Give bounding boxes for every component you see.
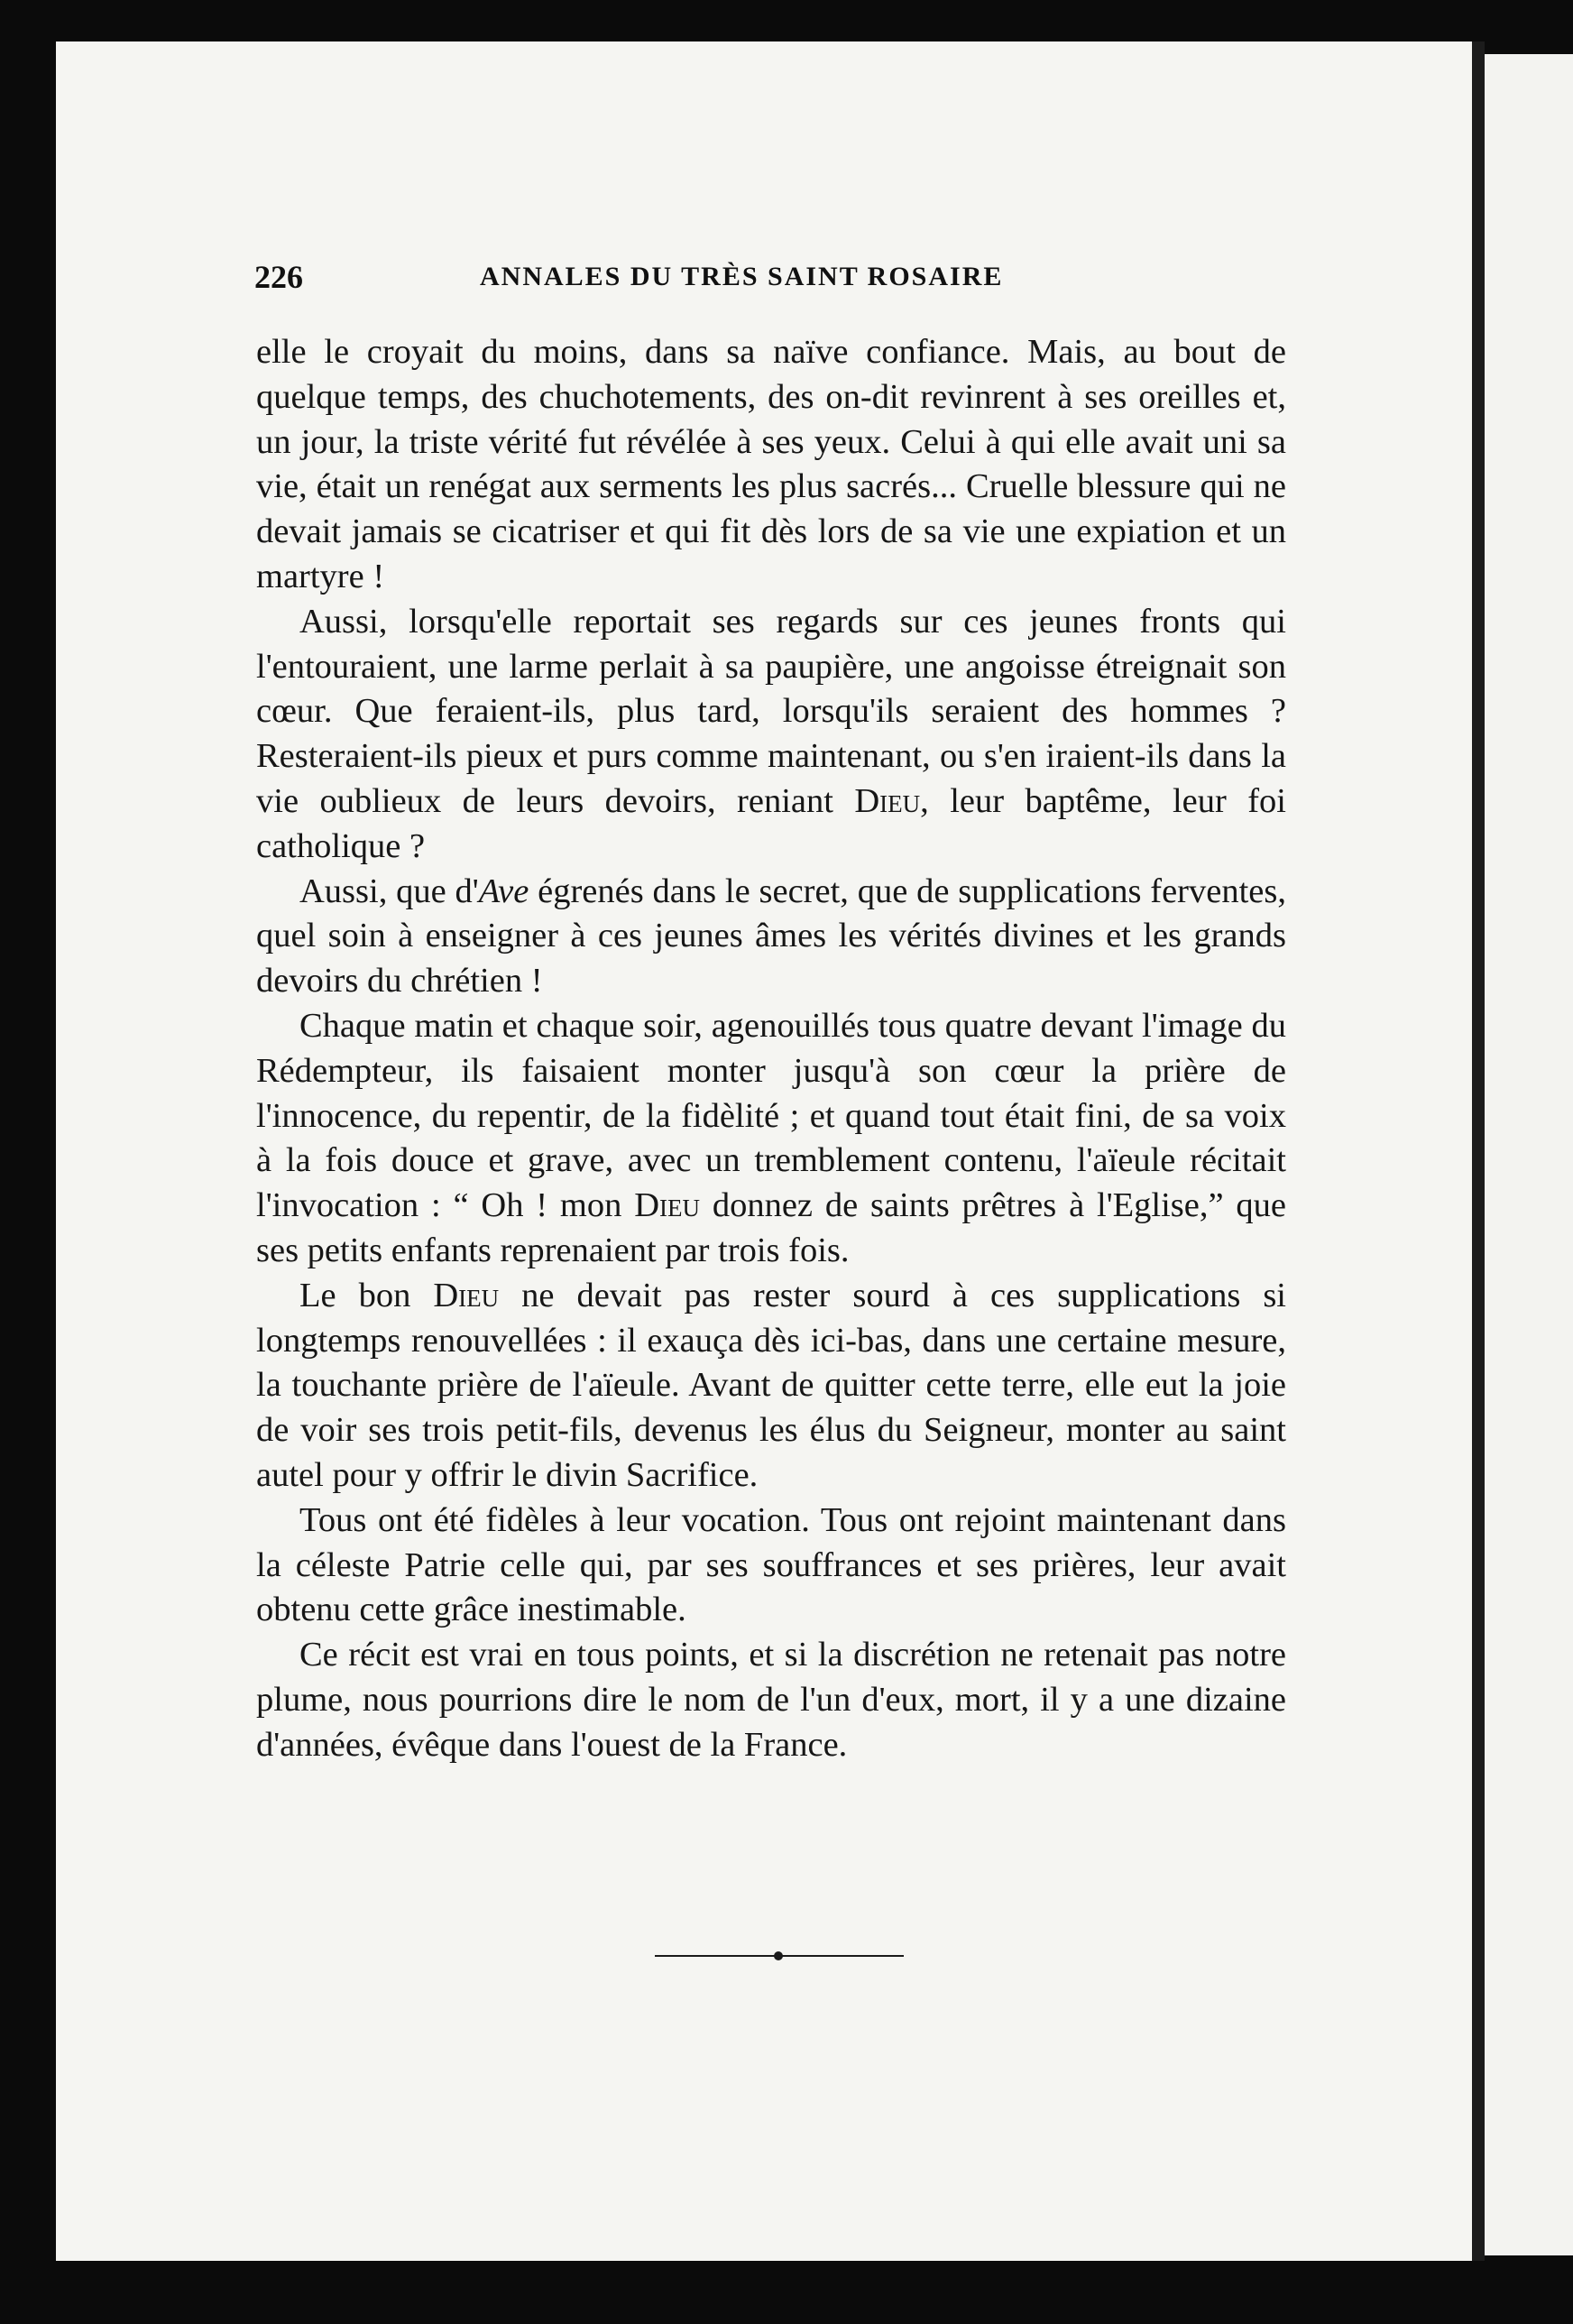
dieu-small-caps: Dieu xyxy=(854,781,921,820)
dieu-small-caps: Dieu xyxy=(433,1276,500,1314)
paragraph-4-text-a: Chaque matin et chaque soir, agenouillés tous quatre devant l'image du Rédempteur, ils faisaient monter jusqu'à son cœur la prière de l'innocence, du repentir, de la fidèlité ; et quand tout était fini, de sa voix à la fois douce et grave, avec un tremblement contenu, l'aïeule récitait l'invocation : “ Oh ! mon xyxy=(256,1006,1286,1225)
paragraph-1 xyxy=(256,330,1286,600)
adjacent-page-edge xyxy=(1485,54,1573,2255)
paragraph-1-text: elle le croyait du moins, dans sa naïve confiance. Mais, au bout de quelque temps, des chuchotements, des on-dit revinrent à ses oreilles et, un jour, la triste vérité fut révélée à ses yeux. Celui à qui elle avait uni sa vie, était un renégat aux serments les plus sacrés... Cruelle blessure qui ne devait jamais se cicatriser et qui fit dès lors de sa vie une expiation et un martyre ! xyxy=(256,333,1286,595)
ave-italic: Ave xyxy=(478,872,529,910)
page-number: 226 xyxy=(254,259,303,295)
paragraph-5-text-a: Le bon xyxy=(299,1276,434,1314)
paragraph-5 xyxy=(256,1274,1286,1499)
paragraph-2-text-b: , leur baptême, leur foi catholique ? xyxy=(256,781,1286,865)
paragraph-3-text-b: égrenés dans le secret, que de supplications ferventes, quel soin à enseigner à ces jeunes âmes les vérités divines et les grands devoirs du chrétien ! xyxy=(256,872,1286,1001)
running-title: ANNALES DU TRÈS SAINT ROSAIRE xyxy=(480,262,1004,291)
ornament-dot xyxy=(774,1951,783,1960)
end-ornament xyxy=(655,1951,904,1960)
paragraph-5-text-b: ne devait pas rester sourd à ces supplications si longtemps renouvellées : il exauça dès ici-bas, dans une certaine mesure, la touchante prière de l'aïeule. Avant de quitter cette terre, elle eut la joie de voir ses trois petit-fils, devenus les élus du Seigneur, monter au saint autel pour y offrir le divin Sacrifice. xyxy=(256,1276,1287,1494)
body-text xyxy=(256,330,1286,1768)
paragraph-2 xyxy=(256,600,1286,870)
paragraph-3 xyxy=(256,870,1286,1004)
paragraph-4-text-b: donnez de saints prêtres à l'Eglise,” que ses petits enfants reprenaient par trois fois. xyxy=(256,1186,1286,1269)
paragraph-7 xyxy=(256,1633,1286,1767)
dieu-small-caps: Dieu xyxy=(634,1186,700,1225)
paragraph-3-text-a: Aussi, que d' xyxy=(299,872,479,910)
page-header xyxy=(254,258,1274,294)
paragraph-4 xyxy=(256,1004,1286,1274)
page-edge-shadow xyxy=(1472,42,1485,2261)
paragraph-2-text-a: Aussi, lorsqu'elle reportait ses regards sur ces jeunes fronts qui l'entouraient, une larme perlait à sa paupière, une angoisse étreignait son cœur. Que feraient-ils, plus tard, lorsqu'ils seraient des hommes ? Resteraient-ils pieux et purs comme maintenant, ou s'en iraient-ils dans la vie oublieux de leurs devoirs, reniant xyxy=(256,602,1286,820)
paragraph-6 xyxy=(256,1499,1286,1633)
paragraph-7-text: Ce récit est vrai en tous points, et si la discrétion ne retenait pas notre plume, nous pourrions dire le nom de l'un d'eux, mort, il y a une dizaine d'années, évêque dans l'ouest de la France. xyxy=(256,1636,1286,1764)
paragraph-6-text: Tous ont été fidèles à leur vocation. Tous ont rejoint maintenant dans la céleste Patrie celle qui, par ses souffrances et ses prières, leur avait obtenu cette grâce inestimable. xyxy=(256,1500,1286,1629)
